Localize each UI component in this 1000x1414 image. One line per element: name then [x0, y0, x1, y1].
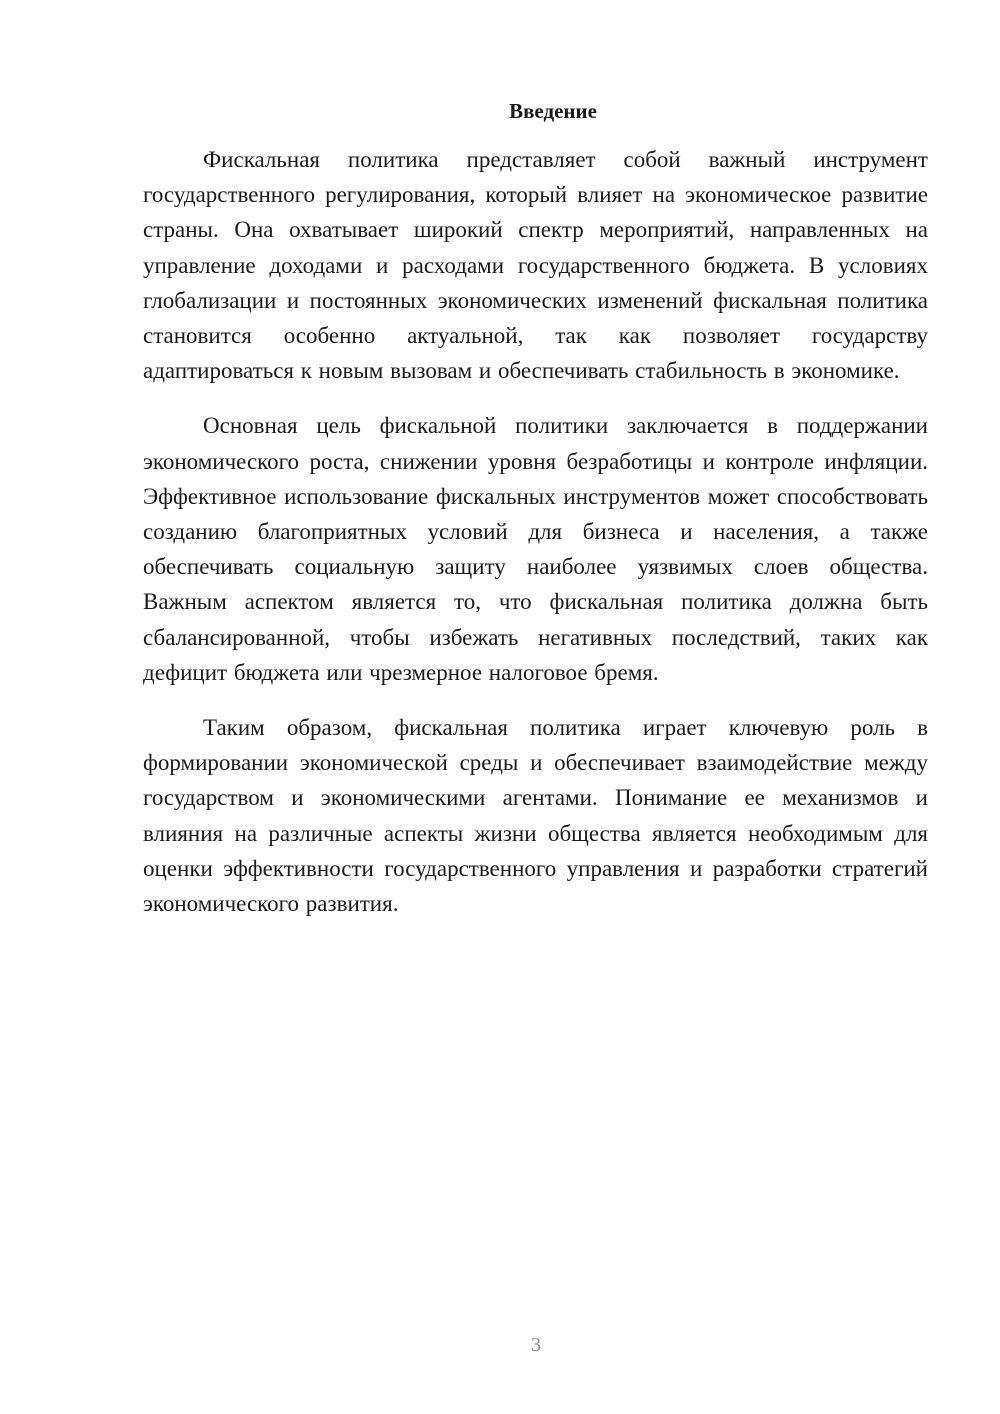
- section-title: Введение: [509, 99, 597, 123]
- paragraph-1: Фискальная политика представляет собой важный инструмент государственного регулирования, который влияет на экономическое развитие страны. Она охватывает широкий спектр мероприятий, направленных на управление доходами и расходами государственного бюджета. В условиях глобализации и постоянных экономических изменений фискальная политика становится особенно актуальной, так как позволяет государству адаптироваться к новым вызовам и обеспечивать стабильность в экономике.: [143, 147, 928, 384]
- paragraph-2: Основная цель фискальной политики заключается в поддержании экономического роста, снижении уровня безработицы и контроле инфляции. Эффективное использование фискальных инструментов может способствовать созданию благоприятных условий для бизнеса и населения, а также обеспечивать социальную защиту наиболее уязвимых слоев общества. Важным аспектом является то, что фискальная политика должна быть сбалансированной, чтобы избежать негативных последствий, таких как дефицит бюджета или чрезмерное налоговое бремя.: [143, 413, 928, 685]
- page-number: 3: [531, 1334, 541, 1356]
- paragraph-3: Таким образом, фискальная политика играет ключевую роль в формировании экономической среды и обеспечивает взаимодействие между государством и экономическими агентами. Понимание ее механизмов и влияния на различные аспекты жизни общества является необходимым для оценки эффективности государственного управления и разработки стратегий экономического развития.: [143, 715, 928, 917]
- document-body: [143, 96, 928, 921]
